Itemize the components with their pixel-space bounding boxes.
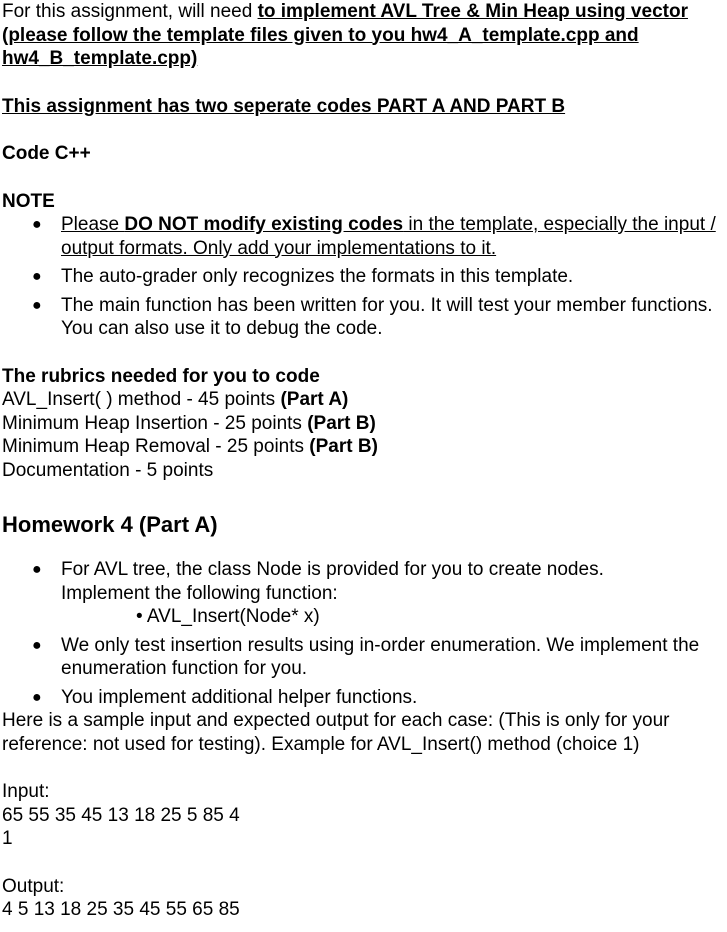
- note-item-1: Please DO NOT modify existing codes in the template, especially the input / output formats. Only add your implementations to it.: [61, 214, 716, 259]
- part-a-item-1b: Implement the following function:: [61, 582, 338, 604]
- rubric-item: Documentation - 5 points: [2, 459, 214, 481]
- input-line-1: 65 55 35 45 13 18 25 5 85 4: [2, 804, 240, 826]
- part-a-item-3: You implement additional helper functions.: [61, 686, 418, 708]
- rubric-item: Minimum Heap Removal - 25 points (Part B): [2, 436, 378, 457]
- part-a-item: [2, 686, 724, 710]
- bullet-icon: ●: [32, 216, 42, 233]
- bullet-icon: ●: [32, 688, 42, 706]
- note-list: [2, 213, 724, 341]
- note-item: [2, 213, 724, 260]
- rubric-item: Minimum Heap Insertion - 25 points (Part B): [2, 412, 376, 434]
- function-name: AVL_Insert(Node* x): [146, 606, 320, 627]
- bullet-icon: ●: [32, 268, 42, 285]
- small-bullet-icon: •: [136, 606, 143, 627]
- note-item: [2, 265, 724, 289]
- two-parts-heading: This assignment has two seperate codes PART A AND PART B: [2, 95, 566, 117]
- rubric-item: AVL_Insert( ) method - 45 points (Part A): [2, 389, 349, 410]
- output-label: Output:: [2, 875, 65, 897]
- part-a-item: [2, 634, 724, 681]
- intro-emphasis-2: (please follow the template files given to you hw4_A_template.cpp and hw4_B_template.cpp): [2, 24, 639, 69]
- part-a-title: Homework 4 (Part A): [2, 512, 218, 537]
- part-a-list: [2, 558, 724, 709]
- intro-paragraph: [2, 0, 724, 71]
- sample-description: Here is a sample input and expected output for each case: (This is only for your reference: not used for testing). Example for AVL_Insert() method (choice 1): [2, 710, 670, 755]
- document: [2, 0, 724, 922]
- bullet-icon: ●: [32, 561, 42, 578]
- input-line-2: 1: [2, 828, 13, 849]
- input-label: Input:: [2, 781, 50, 802]
- part-a-item-2: We only test insertion results using in-order enumeration. We implement the enumeration function for you.: [61, 634, 700, 679]
- code-language: Code C++: [2, 143, 91, 164]
- note-item-3: The main function has been written for you. It will test your member functions. You can also use it to debug the code.: [61, 294, 713, 339]
- part-a-item: [2, 558, 724, 629]
- part-a-item-1a: For AVL tree, the class Node is provided for you to create nodes.: [61, 559, 604, 580]
- note-item: [2, 294, 724, 341]
- note-item-2: The auto-grader only recognizes the formats in this template.: [61, 266, 574, 287]
- note-heading: NOTE: [2, 190, 55, 212]
- intro-lead: For this assignment, will need: [2, 1, 258, 22]
- rubrics-heading: The rubrics needed for you to code: [2, 365, 320, 387]
- bullet-icon: ●: [32, 636, 42, 654]
- intro-emphasis-1: to implement AVL Tree & Min Heap using vector: [257, 1, 688, 22]
- function-line: [61, 605, 724, 629]
- output-line-1: 4 5 13 18 25 35 45 55 65 85: [2, 899, 240, 920]
- bullet-icon: ●: [32, 296, 42, 314]
